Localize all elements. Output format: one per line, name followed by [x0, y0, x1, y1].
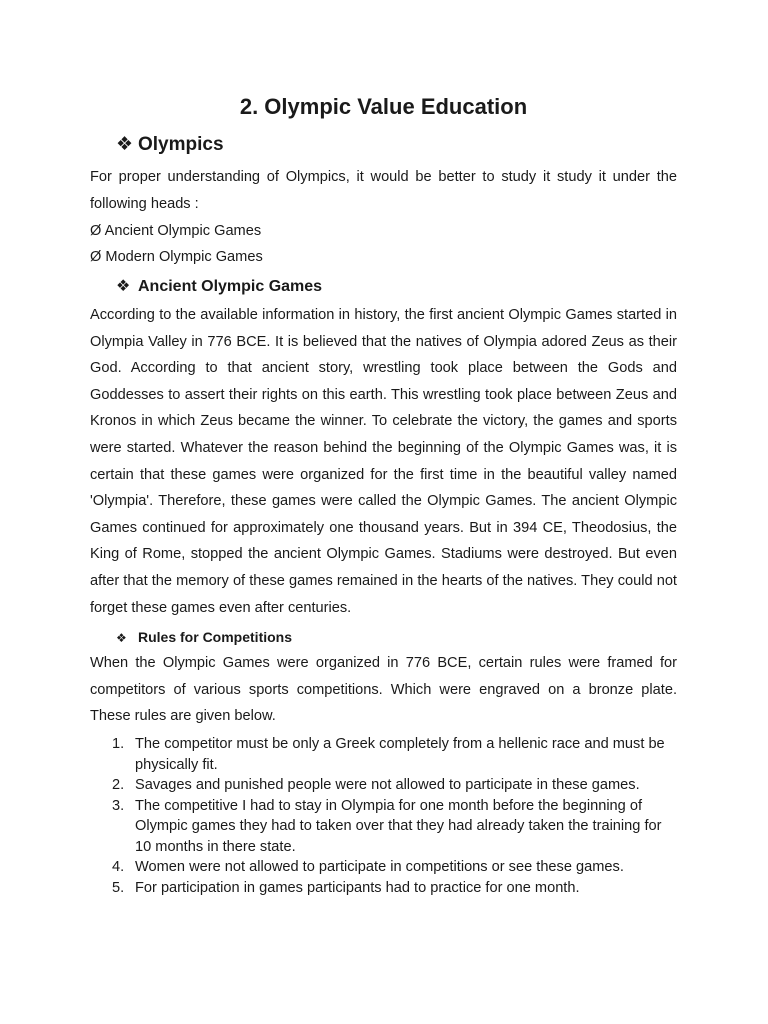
rules-intro: When the Olympic Games were organized in 776 BCE, certain rules were framed for competitors of various sports competitions. Which were engraved on a bronze plate. These rules are given below. — [90, 655, 677, 725]
heading-rules-text: Rules for Competitions — [138, 629, 293, 645]
list-item: 2. Savages and punished people were not allowed to participate in these games. — [112, 777, 640, 793]
list-item: 4. Women were not allowed to participate in competitions or see these games. — [112, 859, 624, 875]
heading-olympics — [116, 133, 224, 157]
heading-rules-for-competitions — [116, 627, 292, 648]
heading-olympics-text: Olympics — [138, 134, 224, 155]
olympics-intro: For proper understanding of Olympics, it would be better to study it study it under the following heads : — [90, 169, 677, 212]
page-title: 2. Olympic Value Education — [239, 94, 528, 119]
head-item-ancient: Ø Ancient Olympic Games — [90, 223, 262, 239]
list-item: 5. For participation in games participants had to practice for one month. — [112, 879, 580, 896]
heading-ancient-text: Ancient Olympic Games — [138, 278, 323, 295]
diamond-bullet-icon: ❖ — [116, 278, 131, 295]
heading-ancient-olympic-games — [116, 276, 322, 298]
list-item: 3. The competitive I had to stay in Olympia for one month before the beginning of Olympic games they had to taken over that they had already taken the training for 10 months in there state. — [112, 797, 662, 855]
head-item-modern: Ø Modern Olympic Games — [90, 249, 263, 265]
list-item: 1. The competitor must be only a Greek completely from a hellenic race and must be physically fit. — [112, 736, 665, 773]
rules-list — [90, 734, 677, 898]
diamond-bullet-icon: ❖ — [116, 631, 127, 645]
ancient-body: According to the available information in history, the first ancient Olympic Games started in Olympia Valley in 776 BCE. It is believed that the natives of Olympia adored Zeus as their God. According to that ancient story, wrestling took place between the Gods and Goddesses to assert their rights on this earth. This wrestling took place between Zeus and Kronos in which Zeus became the winner. To celebrate the victory, the games and sports were started. Whatever the reason behind the beginning of the Olympic Games was, it is certain that these games were organized for the first time in the beautiful valley named 'Olympia'. Therefore, these games were called the Olympic Games. The ancient Olympic Games continued for approximately one thousand years. But in 394 CE, Theodosius, the King of Rome, stopped the ancient Olympic Games. Stadiums were destroyed. But even after that the memory of these games remained in the hearts of the natives. They could not forget these games even after centuries. — [90, 307, 677, 616]
diamond-bullet-icon: ❖ — [116, 134, 134, 155]
